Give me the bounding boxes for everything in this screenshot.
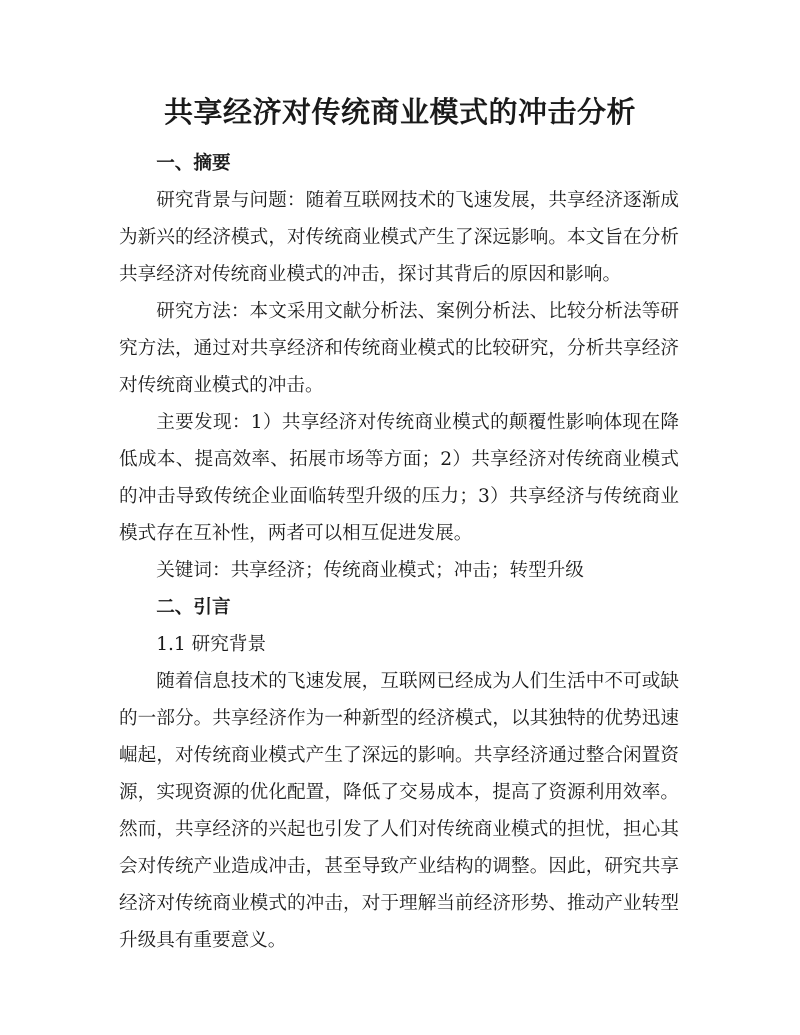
section-heading-abstract: 一、摘要 <box>156 153 231 174</box>
document-body <box>119 145 679 959</box>
paragraph-background: 研究背景与问题：随着互联网技术的飞速发展，共享经济逐渐成为新兴的经济模式，对传统商业模式产生了深远影响。本文旨在分析共享经济对传统商业模式的冲击，探讨其背后的原因和影响。 <box>119 190 679 285</box>
section-heading-introduction: 二、引言 <box>156 597 231 618</box>
subsection-heading-background: 1.1 研究背景 <box>156 634 267 655</box>
paragraph-introduction: 随着信息技术的飞速发展，互联网已经成为人们生活中不可或缺的一部分。共享经济作为一种新型的经济模式，以其独特的优势迅速崛起，对传统商业模式产生了深远的影响。共享经济通过整合闲置资源，实现资源的优化配置，降低了交易成本，提高了资源利用效率。然而，共享经济的兴起也引发了人们对传统商业模式的担忧，担心其会对传统产业造成冲击，甚至导致产业结构的调整。因此，研究共享经济对传统商业模式的冲击，对于理解当前经济形势、推动产业转型升级具有重要意义。 <box>119 671 679 951</box>
paragraph-methods: 研究方法：本文采用文献分析法、案例分析法、比较分析法等研究方法，通过对共享经济和传统商业模式的比较研究，分析共享经济对传统商业模式的冲击。 <box>119 301 679 396</box>
document-title: 共享经济对传统商业模式的冲击分析 <box>163 95 636 129</box>
paragraph-findings: 主要发现：1）共享经济对传统商业模式的颠覆性影响体现在降低成本、提高效率、拓展市场等方面；2）共享经济对传统商业模式的冲击导致传统企业面临转型升级的压力；3）共享经济与传统商业模式存在互补性，两者可以相互促进发展。 <box>119 412 679 544</box>
paragraph-keywords: 关键词：共享经济；传统商业模式；冲击；转型升级 <box>156 560 584 581</box>
